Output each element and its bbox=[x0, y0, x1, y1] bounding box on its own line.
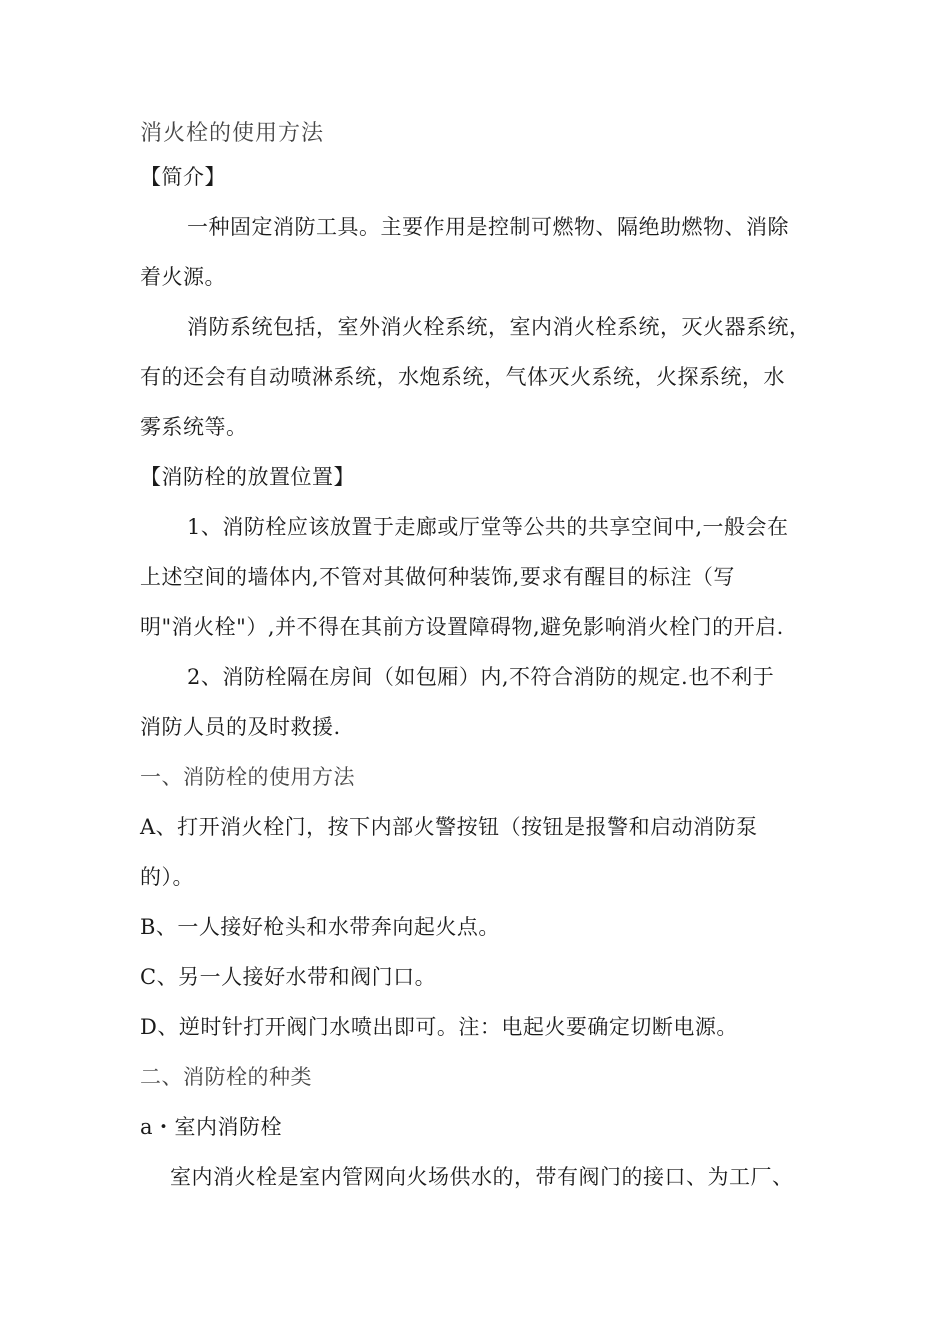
intro-paragraph-2-line-1: 消防系统包括，室外消火栓系统，室内消火栓系统，灭火器系统， bbox=[187, 315, 811, 339]
intro-paragraph-2-line-3: 雾系统等。 bbox=[140, 415, 248, 439]
step-a-line-1: A、打开消火栓门，按下内部火警按钮（按钮是报警和启动消防泵 bbox=[140, 815, 758, 839]
placement-item-2-line-1: 2、消防栓隔在房间（如包厢）内,不符合消防的规定.也不利于 bbox=[187, 665, 775, 689]
intro-paragraph-1-line-2: 着火源。 bbox=[140, 265, 226, 289]
placement-item-1-line-2: 上述空间的墙体内,不管对其做何种装饰,要求有醒目的标注（写 bbox=[140, 565, 735, 589]
intro-paragraph-1-line-1: 一种固定消防工具。主要作用是控制可燃物、隔绝助燃物、消除 bbox=[187, 215, 789, 239]
type-a-paragraph-line-1: 室内消火栓是室内管网向火场供水的，带有阀门的接口、为工厂、 bbox=[170, 1165, 794, 1189]
step-d: D、逆时针打开阀门水喷出即可。注：电起火要确定切断电源。 bbox=[140, 1015, 738, 1039]
placement-heading: 【消防栓的放置位置】 bbox=[140, 465, 355, 489]
document-title: 消火栓的使用方法 bbox=[140, 121, 325, 146]
placement-item-1-line-3: 明"消火栓"）,并不得在其前方设置障碍物,避免影响消火栓门的开启. bbox=[140, 615, 784, 639]
placement-item-2-line-2: 消防人员的及时救援. bbox=[140, 715, 341, 739]
step-b: B、一人接好枪头和水带奔向起火点。 bbox=[140, 915, 500, 939]
step-c: C、另一人接好水带和阀门口。 bbox=[140, 965, 437, 989]
intro-heading: 【简介】 bbox=[140, 165, 226, 189]
step-a-line-2: 的）。 bbox=[140, 865, 194, 889]
section-2-heading: 二、消防栓的种类 bbox=[140, 1065, 312, 1089]
placement-item-1-line-1: 1、消防栓应该放置于走廊或厅堂等公共的共享空间中,一般会在 bbox=[187, 515, 789, 539]
type-a-heading: a・室内消防栓 bbox=[140, 1115, 283, 1139]
section-1-heading: 一、消防栓的使用方法 bbox=[140, 765, 355, 789]
intro-paragraph-2-line-2: 有的还会有自动喷淋系统，水炮系统，气体灭火系统，火探系统，水 bbox=[140, 365, 785, 389]
